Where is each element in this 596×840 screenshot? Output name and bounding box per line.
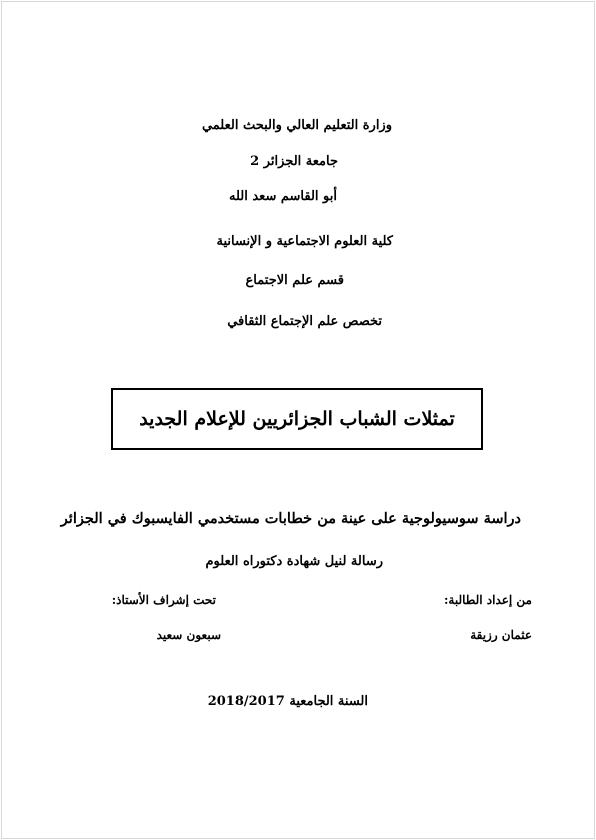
thesis-subtitle: دراسة سوسيولوجية على عينة من خطابات مستخدمي الفايسبوك في الجزائر [60,510,521,527]
supervisor-name: سبعون سعيد [156,628,221,642]
student-name: عثمان رزيقة [470,628,532,642]
student-label: من إعداد الطالبة: [443,593,532,607]
specialty-name: تخصص علم الإجتماع الثقافي [227,314,382,329]
department-name: قسم علم الاجتماع [245,273,344,288]
university-subtitle: أبو القاسم سعد الله [228,189,337,204]
thesis-title: تمثلات الشباب الجزائريين للإعلام الجديد [139,408,455,430]
university-name: جامعة الجزائر 2 [250,154,338,169]
ministry-name: وزارة التعليم العالي والبحث العلمي [201,118,392,133]
title-box [111,388,483,450]
faculty-name: كلية العلوم الاجتماعية و الإنسانية [216,234,393,249]
degree-line: رسالة لنيل شهادة دكتوراه العلوم [205,554,383,569]
academic-year: السنة الجامعية 2018/2017 [207,694,368,709]
supervisor-label: تحت إشراف الأستاذ: [111,593,216,607]
